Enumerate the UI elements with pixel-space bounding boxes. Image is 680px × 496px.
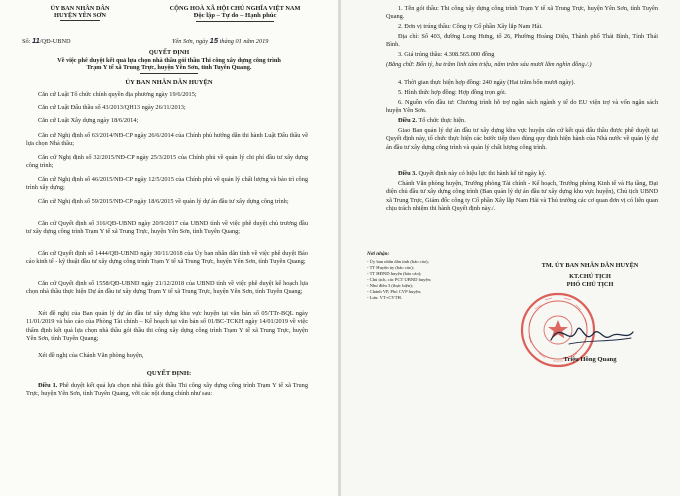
signature-position-2: PHÓ CHỦ TỊCH xyxy=(566,281,614,288)
handwritten-number: 11 xyxy=(31,36,40,45)
proposal-paragraph: Xét đề nghị của Ban quản lý dự án đầu tư xây dựng khu vực huyện tại văn bản số 05/TTr-BQL ngày 11/01/2019 và báo cáo của Phòng Tài chính – Kế hoạch tại văn bản số 01/BC-TCKH ngày 14/01/2019 về việc thẩm định kết quả lựa chọn nhà thầu gói thầu thi công xây dựng công trình Trạm Y tế xã Trung Trực, huyện Yên Sơn, tỉnh Tuyên Quang; xyxy=(26,310,308,343)
chief-proposal: Xét đề nghị của Chánh Văn phòng huyện, xyxy=(38,352,144,359)
item-winning-bidder: 2. Đơn vị trúng thầu: Công ty Cổ phần Xây lắp Nam Hải. xyxy=(398,23,543,30)
signer-name: Triệu Hồng Quang xyxy=(563,356,617,363)
agency-name: ỦY BAN NHÂN DÂN xyxy=(50,5,110,12)
item-funding-source: 6. Nguồn vốn đầu tư: Chương trình hỗ trợ ngân sách ngành y tế do EU viện trợ và vốn ngân sách huyện Yên Sơn. xyxy=(386,99,658,115)
legal-basis-1: Căn cứ Luật Tổ chức chính quyền địa phương ngày 19/6/2015; xyxy=(38,91,197,98)
recipient-4: - Chủ tịch, các PCT UBND huyện; xyxy=(367,277,432,282)
decision-title: QUYẾT ĐỊNH xyxy=(148,49,190,56)
item-price-in-words: (Bằng chữ: Bốn tỷ, ba trăm linh tám triệu, năm trăm sáu mươi lăm nghìn đồng./.) xyxy=(386,61,592,68)
handwritten-day: 15 xyxy=(209,36,218,45)
decides-heading: QUYẾT ĐỊNH: xyxy=(146,370,192,377)
article-2-heading: Điều 2. Tổ chức thực hiện. xyxy=(398,117,466,124)
legal-basis-10: Căn cứ Quyết định số 1558/QĐ-UBND ngày 21/12/2018 của UBND tỉnh về việc phê duyệt kế hoạch lựa chọn nhà thầu thực hiện Dự án đầu tư xây dựng Trạm Y tế xã Trung Trực, huyện Yên Sơn, tỉnh Tuyên Quang; xyxy=(26,280,308,296)
recipient-2: - TT Huyện ủy (báo cáo); xyxy=(367,265,414,270)
recipient-5: - Như điều 3 (thực hiện); xyxy=(367,283,413,288)
legal-basis-4: Căn cứ Nghị định số 63/2014/NĐ-CP ngày 26/6/2014 của Chính phủ hướng dẫn thi hành Luật Đấu thầu về lựa chọn Nhà thầu; xyxy=(26,132,308,148)
signature-on-behalf: TM. ỦY BAN NHÂN DÂN HUYỆN xyxy=(541,262,639,269)
document-number: Số: 11/QĐ-UBND xyxy=(22,36,71,45)
recipient-7: - Lưu: VT+CVTH. xyxy=(367,295,402,300)
article-1-label: Điều 1. xyxy=(38,382,58,389)
article-3-heading: Điều 3. Quyết định này có hiệu lực thi hành kể từ ngày ký. xyxy=(398,170,547,177)
issuing-authority: ỦY BAN NHÂN DÂN HUYỆN xyxy=(125,79,213,86)
agency-underline xyxy=(60,20,100,21)
recipient-1: - Ủy ban nhân dân tỉnh (báo cáo); xyxy=(367,259,429,264)
article-2-text: Giao Ban quản lý dự án đầu tư xây dựng khu vực huyện căn cứ kết quả đấu thầu được phê duyệt tại Quyết định này, tổ chức thực hiện các bước tiếp theo đúng quy định hiện hành của Nhà nước về quản lý dự án đầu tư xây dựng công trình và quản lý chất lượng công trình. xyxy=(386,127,658,151)
legal-basis-6: Căn cứ Nghị định số 46/2015/NĐ-CP ngày 12/5/2015 của Chính phủ về quản lý chất lượng và bảo trì công trình xây dựng; xyxy=(26,176,308,192)
legal-basis-3: Căn cứ Luật Xây dựng ngày 18/6/2014; xyxy=(38,117,139,124)
decision-subject-line-1: Về việc phê duyệt kết quả lựa chọn nhà thầu gói thầu Thi công xây dựng công trình xyxy=(57,57,281,64)
signature-position-1: KT.CHỦ TỊCH xyxy=(569,273,611,280)
item-contract-type: 5. Hình thức hợp đồng: Hợp đồng trọn gói. xyxy=(398,89,507,96)
decision-page-1 xyxy=(0,0,338,496)
subject-underline xyxy=(140,73,198,74)
item-contract-duration: 4. Thời gian thực hiện hợp đồng: 240 ngày (Hai trăm bốn mươi ngày). xyxy=(398,79,576,86)
item-bidder-address: Địa chỉ: Số 403, đường Long Hưng, tổ 26, Phường Hoàng Diệu, Thành phố Thái Bình, Tỉnh Thái Bình. xyxy=(386,33,658,49)
national-motto: Độc lập – Tự do – Hạnh phúc xyxy=(193,12,277,19)
legal-basis-8: Căn cứ Quyết định số 316/QĐ-UBND ngày 20/9/2017 của UBND tỉnh về việc phê duyệt chủ trương đầu tư xây dựng công trình Trạm Y tế xã Trung Trực, huyện Yên Sơn, tỉnh Tuyên Quang; xyxy=(26,220,308,236)
agency-district: HUYỆN YÊN SƠN xyxy=(54,12,106,19)
article-1-text: Phê duyệt kết quả lựa chọn nhà thầu gói thầu Thi công xây dựng công trình Trạm Y tế xã Trung Trực, huyện Yên Sơn, tỉnh Tuyên Quang, với các nội dung chính như sau: xyxy=(26,382,308,398)
legal-basis-7: Căn cứ Nghị định số 59/2015/NĐ-CP ngày 18/6/2015 về quản lý dự án đầu tư xây dựng công trình; xyxy=(38,198,289,205)
legal-basis-2: Căn cứ Luật Đấu thầu số 43/2013/QH13 ngày 26/11/2013; xyxy=(38,104,186,111)
decision-subject-line-2: Trạm Y tế xã Trung Trực, huyện Yên Sơn, tỉnh Tuyên Quang. xyxy=(86,64,252,71)
recipient-6: - Chánh VP, Phó CVP huyện; xyxy=(367,289,422,294)
document-date: Yên Sơn, ngày 15 tháng 01 năm 2019 xyxy=(172,36,269,45)
item-winning-price: 3. Giá trúng thầu: 4.308.565.000 đồng xyxy=(398,51,495,58)
legal-basis-5: Căn cứ Nghị định số 32/2015/NĐ-CP ngày 25/3/2015 của Chính phủ về quản lý chi phí đầu tư xây dựng công trình; xyxy=(26,154,308,170)
legal-basis-9: Căn cứ Quyết định số 1444/QĐ-UBND ngày 30/11/2018 của Ủy ban nhân dân tỉnh về việc phê duyệt Báo cáo kinh tế - kỹ thuật đầu tư xây dựng công trình Trạm Y tế xã Trung Trực, huyện Yên Sơn, tỉnh Tuyên Quang; xyxy=(26,250,308,266)
article-1 xyxy=(26,382,308,399)
republic-heading: CỘNG HOÀ XÃ HỘI CHỦ NGHĨA VIỆT NAM xyxy=(169,5,301,12)
decision-page-2 xyxy=(341,0,680,496)
recipients-title: Nơi nhận: xyxy=(367,251,390,257)
motto-underline xyxy=(196,21,274,22)
article-3-text: Chánh Văn phòng huyện, Trưởng phòng Tài chính - Kế hoạch, Trưởng phòng Kinh tế và Hạ tầng, Đại diện chủ đầu tư xây dựng công trình (Ban quản lý dự án đầu tư xây dựng khu vực huyện), Chủ tịch UBND xã Trung Trực, Giám đốc công ty Cổ phần Xây lắp Nam Hải và Thủ trưởng các cơ quan đơn vị có liên quan chịu trách nhiệm thi hành Quyết định này./. xyxy=(386,180,658,213)
recipient-3: - TT HĐND huyện (báo cáo); xyxy=(367,271,422,276)
handwritten-signature-icon xyxy=(547,314,637,354)
item-package-name: 1. Tên gói thầu: Thi công xây dựng công trình Trạm Y tế xã Trung Trực, huyện Yên Sơn, tỉnh Tuyên Quang. xyxy=(386,5,658,21)
